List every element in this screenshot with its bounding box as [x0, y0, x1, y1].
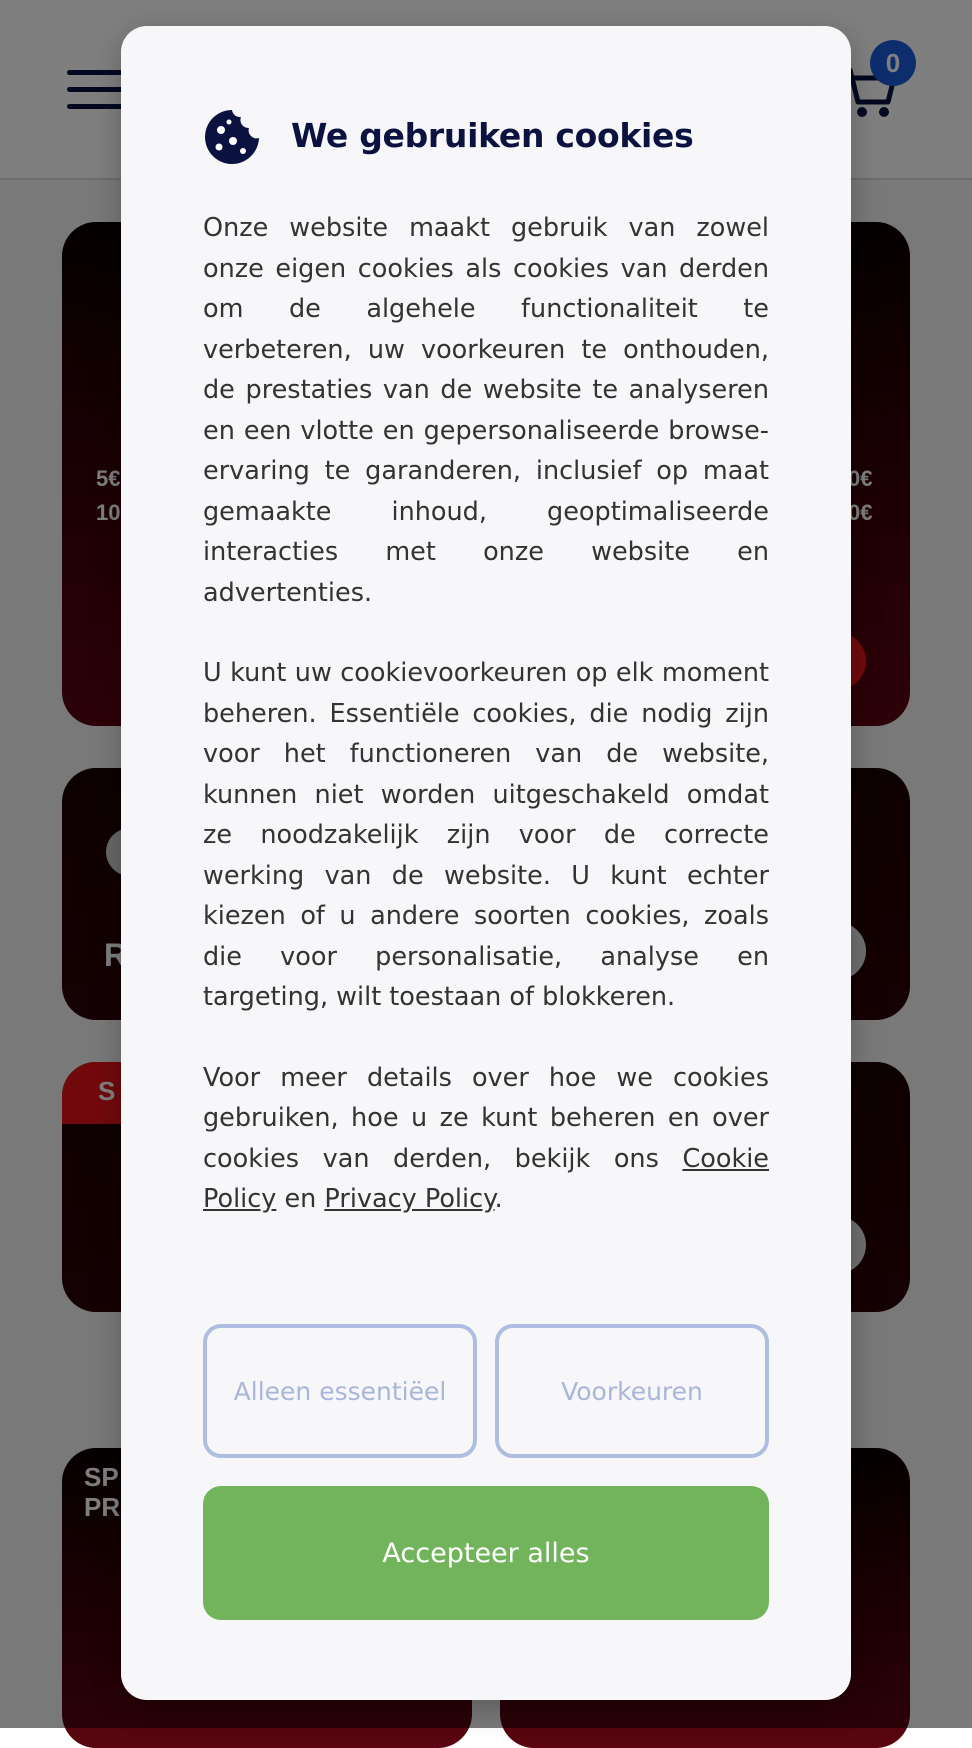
privacy-policy-link[interactable]: Privacy Policy: [324, 1184, 495, 1214]
cookie-dialog-title: We gebruiken cookies: [291, 116, 694, 155]
cookie-icon: [203, 108, 261, 166]
preferences-button[interactable]: Voorkeuren: [495, 1324, 769, 1458]
cookie-dialog-header: [203, 108, 803, 188]
cookie-paragraph-3-joiner: en: [276, 1184, 325, 1214]
essential-only-button[interactable]: Alleen essentiëel: [203, 1324, 477, 1458]
cookie-policy-link[interactable]: Cookie Policy: [203, 1143, 769, 1214]
cookie-consent-dialog: [121, 26, 851, 1700]
accept-all-button[interactable]: Accepteer alles: [203, 1486, 769, 1620]
cookie-paragraph-1: Onze website maakt gebruik van zowel onze eigen cookies als cookies van derden om de algehele functionaliteit te verbeteren, uw voorkeuren te onthouden, de prestaties van de website te analyseren en een vlotte en gepersonaliseerde browse-ervaring te garanderen, inclusief op maat gemaakte inhoud, geoptimaliseerde interacties met onze website en advertenties.: [203, 213, 769, 608]
cookie-paragraph-2: U kunt uw cookievoorkeuren op elk moment beheren. Essentiële cookies, die nodig zijn voor het functioneren van de website, kunnen niet worden uitgeschakeld omdat ze noodzakelijk zijn voor de correcte werking van de website. U kunt echter kiezen of u andere soorten cookies, zoals die voor personalisatie, analyse en targeting, wilt toestaan of blokkeren.: [203, 658, 769, 1012]
cookie-paragraph-3-suffix: .: [494, 1184, 503, 1214]
cookie-paragraph-3: [203, 1058, 769, 1220]
cookie-paragraph-3-text: Voor meer details over hoe we cookies gebruiken, hoe u ze kunt beheren en over cookies van derden, bekijk ons: [203, 1062, 769, 1174]
cookie-dialog-body: [203, 208, 769, 1260]
cookie-secondary-actions: [203, 1324, 769, 1458]
